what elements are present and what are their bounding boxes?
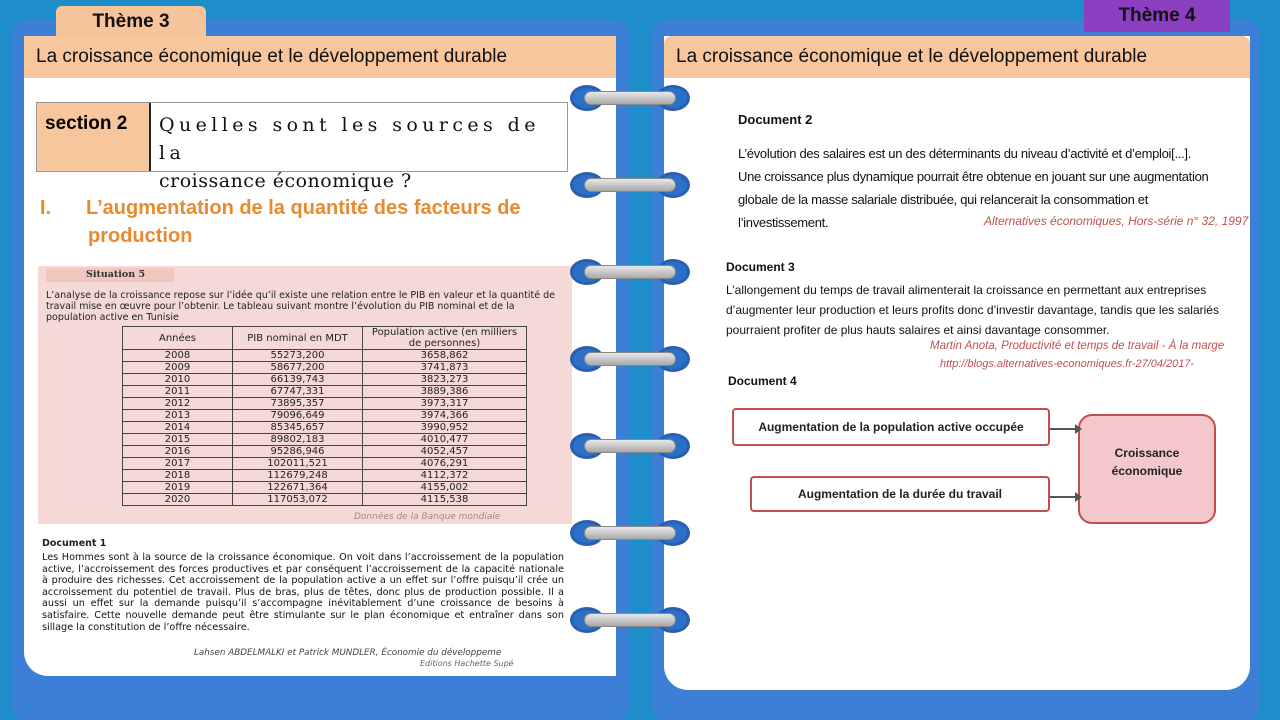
table-cell-gdp: 73895,357 bbox=[233, 398, 363, 410]
situation-tag: Situation 5 bbox=[46, 268, 174, 282]
table-cell-gdp: 67747,331 bbox=[233, 386, 363, 398]
table-row bbox=[123, 446, 527, 458]
table-header-population: Population active (en milliers de personnes) bbox=[363, 327, 527, 350]
table-row bbox=[123, 458, 527, 470]
table-header-row bbox=[123, 327, 527, 350]
situation-intro: L’analyse de la croissance repose sur l’idée qu’il existe une relation entre le PIB en valeur et la quantité de travail mise en œuvre pour l’obtenir. Le tableau suivant montre l’évolution du PIB nominal et de la population active en Tunisie bbox=[46, 290, 556, 323]
section-title-line2: croissance économique ? bbox=[159, 170, 412, 192]
situation-5-block bbox=[38, 266, 572, 524]
table-cell-population: 3974,366 bbox=[363, 410, 527, 422]
table-cell-year: 2016 bbox=[123, 446, 233, 458]
flow-box-active-population: Augmentation de la population active occupée bbox=[732, 408, 1050, 446]
table-row bbox=[123, 386, 527, 398]
table-row bbox=[123, 398, 527, 410]
flow-box-work-duration: Augmentation de la durée du travail bbox=[750, 476, 1050, 512]
table-row bbox=[123, 494, 527, 506]
doc3-source-url: http://blogs.alternatives-economiques.fr-27/04/2017- bbox=[940, 358, 1195, 370]
binder-ring bbox=[570, 83, 690, 113]
table-cell-population: 4115,538 bbox=[363, 494, 527, 506]
table-cell-year: 2011 bbox=[123, 386, 233, 398]
flow-arrow-top bbox=[1050, 428, 1076, 430]
table-cell-year: 2020 bbox=[123, 494, 233, 506]
ring-bar bbox=[584, 265, 676, 279]
table-header-gdp: PIB nominal en MDT bbox=[233, 327, 363, 350]
right-page bbox=[664, 36, 1250, 690]
table-cell-gdp: 102011,521 bbox=[233, 458, 363, 470]
doc2-title: Document 2 bbox=[738, 112, 813, 127]
table-cell-population: 4112,372 bbox=[363, 470, 527, 482]
theme-3-tab[interactable]: Thème 3 bbox=[56, 6, 206, 40]
table-cell-gdp: 66139,743 bbox=[233, 374, 363, 386]
table-cell-year: 2009 bbox=[123, 362, 233, 374]
doc3-text: L’allongement du temps de travail alimenterait la croissance en permettant aux entreprises d’augmenter leur production et leurs profits donc d’investir davantage, tandis que les salariés pourraient profiter de plus hauts salaires et ainsi davantage consommer. bbox=[726, 283, 1219, 337]
doc1-text: Les Hommes sont à la source de la croissance économique. On voit dans l’accroissement de la population active, l’accroissement des forces productives et par conséquent l’accroissement de la capacité nationale à produire des richesses. Cet accroissement de la population active a un effet sur l’offre puisqu’il crée un accroissement du potentiel de travail. Plus de bras, plus de têtes, donc plus de production possible. Il a aussi un effet sur la demande puisqu’il s’accompagne inévitablement d’une croissance de besoins à satisfaire. Cette nouvelle demande peut être stimulante sur le plan économique et entraîner dans son sillage la constitution de l’offre nécessaire. bbox=[42, 552, 564, 633]
table-cell-population: 4076,291 bbox=[363, 458, 527, 470]
table-cell-population: 3990,952 bbox=[363, 422, 527, 434]
doc2-text: L’évolution des salaires est un des déterminants du niveau d’activité et d’emploi[...]. Une croissance plus dynamique pourrait être obtenue en jouant sur une augmentation globale de la masse salariale distribuée, qui relancerait la consommation et l’investissement. bbox=[738, 146, 1209, 230]
binder-ring bbox=[570, 518, 690, 548]
table-cell-gdp: 85345,657 bbox=[233, 422, 363, 434]
table-cell-gdp: 89802,183 bbox=[233, 434, 363, 446]
table-cell-population: 4010,477 bbox=[363, 434, 527, 446]
table-cell-year: 2015 bbox=[123, 434, 233, 446]
flow-box-economic-growth bbox=[1078, 414, 1216, 524]
table-cell-gdp: 95286,946 bbox=[233, 446, 363, 458]
flow-arrow-bottom bbox=[1050, 496, 1076, 498]
table-row bbox=[123, 422, 527, 434]
table-cell-year: 2018 bbox=[123, 470, 233, 482]
table-cell-population: 3973,317 bbox=[363, 398, 527, 410]
table-cell-year: 2010 bbox=[123, 374, 233, 386]
doc4-title: Document 4 bbox=[728, 374, 797, 388]
part-heading-line1: L’augmentation de la quantité des facteurs de bbox=[86, 197, 521, 219]
table-cell-gdp: 79096,649 bbox=[233, 410, 363, 422]
table-row bbox=[123, 410, 527, 422]
flow-box-growth-line1: Croissance bbox=[1114, 446, 1180, 460]
table-cell-year: 2014 bbox=[123, 422, 233, 434]
table-cell-year: 2019 bbox=[123, 482, 233, 494]
table-cell-population: 3658,862 bbox=[363, 350, 527, 362]
section-box bbox=[36, 102, 568, 192]
doc3-source: Martin Anota, Productivité et temps de travail - À la marge bbox=[930, 340, 1225, 352]
ring-bar bbox=[584, 613, 676, 627]
table-cell-year: 2012 bbox=[123, 398, 233, 410]
table-cell-gdp: 122671,364 bbox=[233, 482, 363, 494]
gdp-population-table bbox=[122, 326, 527, 506]
table-cell-gdp: 58677,200 bbox=[233, 362, 363, 374]
table-cell-gdp: 55273,200 bbox=[233, 350, 363, 362]
situation-source: Données de la Banque mondiale bbox=[354, 512, 501, 522]
right-page-header: La croissance économique et le développement durable bbox=[664, 36, 1250, 78]
table-cell-population: 4155,002 bbox=[363, 482, 527, 494]
table-cell-gdp: 117053,072 bbox=[233, 494, 363, 506]
table-cell-population: 3823,273 bbox=[363, 374, 527, 386]
binder-ring bbox=[570, 257, 690, 287]
ring-bar bbox=[584, 439, 676, 453]
table-cell-gdp: 112679,248 bbox=[233, 470, 363, 482]
ring-bar bbox=[584, 91, 676, 105]
table-cell-population: 4052,457 bbox=[363, 446, 527, 458]
left-page-header: La croissance économique et le développement durable bbox=[24, 36, 616, 78]
theme-4-tab[interactable]: Thème 4 bbox=[1084, 0, 1230, 32]
part-heading-number: I. bbox=[40, 197, 52, 219]
section-title-line1: Quelles sont les sources de la bbox=[159, 114, 540, 164]
doc1-source-publisher: Editions Hachette Supé bbox=[420, 659, 514, 668]
doc1-source: Lahsen ABDELMALKI et Patrick MUNDLER, Économie du développeme bbox=[194, 648, 502, 658]
binder-ring bbox=[570, 431, 690, 461]
doc1-title: Document 1 bbox=[42, 538, 107, 549]
section-title bbox=[159, 111, 563, 195]
table-row bbox=[123, 434, 527, 446]
flow-box-growth-line2: économique bbox=[1111, 464, 1183, 478]
table-cell-year: 2013 bbox=[123, 410, 233, 422]
table-cell-year: 2008 bbox=[123, 350, 233, 362]
table-cell-population: 3889,386 bbox=[363, 386, 527, 398]
part-heading-line2: production bbox=[88, 225, 193, 247]
binder-ring bbox=[570, 605, 690, 635]
doc3-title: Document 3 bbox=[726, 260, 795, 274]
table-row bbox=[123, 350, 527, 362]
ring-bar bbox=[584, 352, 676, 366]
doc2-source: Alternatives économiques, Hors-série n° 32, 1997 bbox=[984, 214, 1249, 228]
table-header-years: Années bbox=[123, 327, 233, 350]
table-cell-population: 3741,873 bbox=[363, 362, 527, 374]
section-label: section 2 bbox=[37, 103, 151, 171]
ring-bar bbox=[584, 178, 676, 192]
table-cell-year: 2017 bbox=[123, 458, 233, 470]
table-row bbox=[123, 470, 527, 482]
part-heading bbox=[40, 194, 560, 250]
table-row bbox=[123, 374, 527, 386]
left-page bbox=[24, 36, 616, 676]
table-row bbox=[123, 482, 527, 494]
ring-bar bbox=[584, 526, 676, 540]
table-row bbox=[123, 362, 527, 374]
binder-ring bbox=[570, 344, 690, 374]
binder-ring bbox=[570, 170, 690, 200]
